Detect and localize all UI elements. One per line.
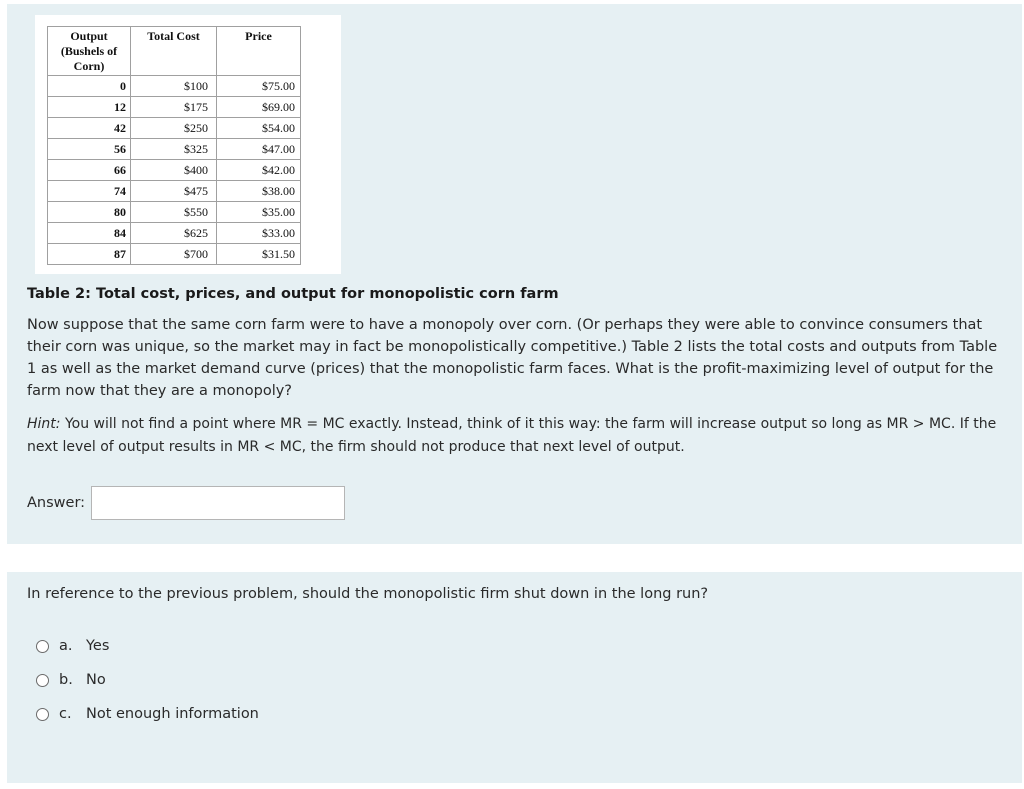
table-row [48,244,301,265]
table-row [48,223,301,244]
option-letter: b. [59,672,73,688]
cell-output: 84 [48,223,131,244]
cell-price: $38.00 [217,181,301,202]
option-yes[interactable] [36,636,109,656]
cell-total-cost: $625 [131,223,217,244]
answer-input[interactable] [91,486,345,520]
radio-button[interactable] [36,640,49,653]
cell-output: 42 [48,118,131,139]
header-output: Output (Bushels of Corn) [48,27,131,76]
table-row [48,160,301,181]
hint-text [27,413,1005,459]
cell-price: $54.00 [217,118,301,139]
table-row [48,97,301,118]
option-label: Yes [86,638,110,654]
hint-label: Hint: [27,416,61,432]
cell-total-cost: $400 [131,160,217,181]
question-1-text: Now suppose that the same corn farm were to have a monopoly over corn. (Or perhaps they were able to convince consumers that their corn was unique, so the market may in fact be monopolistically competitive.) Table 2 lists the total costs and outputs from Table 1 as well as the market demand curve (prices) that the monopolistic farm faces. What is the profit-maximizing level of output for the farm now that they are a monopoly? [27,317,998,399]
table-row [48,76,301,97]
table-row [48,118,301,139]
cell-price: $42.00 [217,160,301,181]
cell-output: 74 [48,181,131,202]
cell-price: $35.00 [217,202,301,223]
header-total-cost: Total Cost [131,27,217,76]
cell-output: 80 [48,202,131,223]
cell-price: $31.50 [217,244,301,265]
option-label: Not enough information [86,706,259,722]
cell-total-cost: $250 [131,118,217,139]
cell-output: 0 [48,76,131,97]
cell-total-cost: $325 [131,139,217,160]
cost-table-image [35,15,341,274]
cell-total-cost: $475 [131,181,217,202]
header-price: Price [217,27,301,76]
question-2-text: In reference to the previous problem, should the monopolistic firm shut down in the long run? [27,586,709,602]
cell-output: 56 [48,139,131,160]
answer-label: Answer: [27,495,86,511]
cell-price: $69.00 [217,97,301,118]
table-row [48,181,301,202]
table-body [48,76,301,265]
hint-body: You will not find a point where MR = MC exactly. Instead, think of it this way: the farm will increase output so long as MR > MC. If the next level of output results in MR < MC, the firm should not produce that next level of output. [27,416,997,455]
cell-total-cost: $700 [131,244,217,265]
cell-output: 12 [48,97,131,118]
table-row [48,139,301,160]
option-letter: a. [59,638,73,654]
table-row [48,202,301,223]
radio-button[interactable] [36,708,49,721]
cell-output: 66 [48,160,131,181]
question-2-panel [7,572,1022,783]
cell-price: $33.00 [217,223,301,244]
cell-output: 87 [48,244,131,265]
option-not-enough-information[interactable] [36,704,259,724]
option-letter: c. [59,706,72,722]
cost-table [47,26,301,265]
cell-total-cost: $100 [131,76,217,97]
cell-total-cost: $175 [131,97,217,118]
option-label: No [86,672,106,688]
option-no[interactable] [36,670,106,690]
radio-button[interactable] [36,674,49,687]
cell-price: $47.00 [217,139,301,160]
cell-total-cost: $550 [131,202,217,223]
table-caption: Table 2: Total cost, prices, and output for monopolistic corn farm [27,286,559,302]
cell-price: $75.00 [217,76,301,97]
